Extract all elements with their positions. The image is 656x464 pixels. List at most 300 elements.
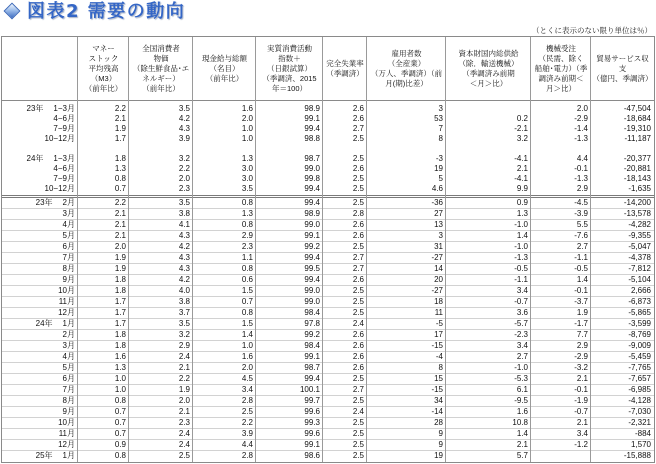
money-stock-cell: 0.8 [114,174,126,183]
employees-cell: -36 [431,198,443,207]
money-stock-cell: 1.9 [114,124,126,133]
consumption-index-cell: 99.0 [304,220,320,229]
table-row [2,198,654,209]
unemployment-rate-cell: 2.5 [352,451,364,460]
row-label [2,407,78,417]
table-row [2,418,654,429]
column-divider [445,37,446,462]
unemployment-rate-cell: 2.6 [352,114,364,123]
money-stock-cell: 1.8 [114,154,126,163]
table-row [2,429,654,440]
consumption-index-cell: 97.8 [304,319,320,328]
table-row [2,374,654,385]
table-row [2,184,654,194]
cpi-cell: 3.5 [178,198,190,207]
capital-goods-cell: 1.3 [516,209,528,218]
year-label: 23年 [26,104,44,113]
machinery-orders-cell: 5.5 [576,220,588,229]
period-label: 11月 [58,297,75,306]
unemployment-rate-cell: 2.6 [352,352,364,361]
employees-cell: 13 [434,220,443,229]
wages-cell: 3.5 [241,184,253,193]
unemployment-rate-cell: 2.5 [352,286,364,295]
money-stock-cell: 1.6 [114,352,126,361]
capital-goods-cell: 0.9 [516,198,528,207]
employees-cell: 4.6 [431,184,443,193]
table-header [2,37,654,101]
year-label: 25年 [35,451,53,460]
money-stock-cell: 1.9 [114,253,126,262]
money-stock-cell: 1.0 [114,374,126,383]
period-label: 6月 [62,242,75,251]
money-stock-cell: 0.7 [114,418,126,427]
unemployment-rate-cell: 2.5 [352,429,364,438]
monthly-section [2,195,654,462]
employees-cell: -4 [435,352,443,361]
employees-cell: 8 [438,134,443,143]
capital-goods-cell: 3.4 [516,341,528,350]
table-row [2,396,654,407]
unemployment-rate-cell: 2.5 [352,440,364,449]
capital-goods-cell: -4.1 [514,174,528,183]
money-stock-cell: 1.8 [114,275,126,284]
cpi-cell: 2.0 [178,396,190,405]
consumption-index-cell: 98.7 [304,363,320,372]
wages-cell: 3.4 [241,385,253,394]
row-label [2,275,78,285]
machinery-orders-cell: 2.1 [576,374,588,383]
trade-balance-cell: -3,599 [628,319,651,328]
row-label [2,352,78,362]
unemployment-rate-cell: 2.5 [352,396,364,405]
employees-cell: 17 [434,330,443,339]
year-label: 24年 [35,319,53,328]
cpi-cell: 4.0 [178,286,190,295]
money-stock-cell: 2.1 [114,220,126,229]
employees-cell: 31 [434,242,443,251]
cpi-cell: 2.4 [178,440,190,449]
column-divider [366,37,367,462]
period-label: 4−6月 [53,114,75,123]
cpi-cell: 2.5 [178,451,190,460]
column-divider [590,37,591,462]
row-label [2,385,78,395]
unemployment-rate-cell: 2.8 [352,209,364,218]
row-label [2,341,78,351]
employees-cell: -27 [431,286,443,295]
unemployment-rate-cell: 2.5 [352,174,364,183]
row-label [2,330,78,340]
column-divider [192,37,193,462]
row-label [2,429,78,439]
trade-balance-cell: -1,635 [628,184,651,193]
unemployment-rate-cell: 2.7 [352,124,364,133]
period-label: 6月 [62,374,75,383]
unemployment-rate-cell: 2.7 [352,385,364,394]
cpi-cell: 3.8 [178,297,190,306]
period-label: 12月 [58,308,75,317]
period-label: 10−12月 [44,184,75,193]
row-label [2,231,78,241]
wages-cell: 1.0 [241,134,253,143]
trade-balance-cell: -9,009 [628,341,651,350]
cpi-cell: 2.0 [178,174,190,183]
employees-cell: -5 [435,319,443,328]
period-label: 3月 [62,341,75,350]
period-label: 1月 [62,451,75,460]
employees-cell: -15 [431,341,443,350]
capital-goods-cell: -2.1 [514,124,528,133]
title-bar [0,0,656,24]
column-header-machinery-orders: 機械受注 （民需、除く 船舶･電力）（季 調済み前期＜ 月＞比） [534,43,588,93]
employees-cell: -15 [431,385,443,394]
money-stock-cell: 1.7 [114,319,126,328]
capital-goods-cell: 1.6 [516,407,528,416]
money-stock-cell: 2.1 [114,114,126,123]
row-label [2,440,78,450]
wages-cell: 0.8 [241,198,253,207]
capital-goods-cell: 3.6 [516,308,528,317]
column-divider [530,37,531,462]
column-header-capital-goods: 資本財国内総供給 （除．輸送機械） （季調済み前期 ＜月＞比） [458,48,519,88]
cpi-cell: 3.8 [178,209,190,218]
machinery-orders-cell: -0.7 [574,407,588,416]
machinery-orders-cell: -0.5 [574,264,588,273]
wages-cell: 2.3 [241,242,253,251]
money-stock-cell: 1.3 [114,363,126,372]
year-label: 23年 [35,198,53,207]
period-label: 10月 [58,418,75,427]
trade-balance-cell: -4,282 [628,220,651,229]
period-label: 4月 [62,220,75,229]
capital-goods-cell: -9.5 [514,396,528,405]
table-row [2,275,654,286]
cpi-cell: 4.3 [178,253,190,262]
employees-cell: 28 [434,418,443,427]
trade-balance-cell: -7,657 [628,374,651,383]
wages-cell: 1.6 [241,104,253,113]
capital-goods-cell: -1.0 [514,242,528,251]
trade-balance-cell: -9,355 [628,231,651,240]
unemployment-rate-cell: 2.6 [352,104,364,113]
consumption-index-cell: 99.4 [304,374,320,383]
machinery-orders-cell: 7.7 [576,330,588,339]
consumption-index-cell: 99.3 [304,418,320,427]
capital-goods-cell: 3.4 [516,286,528,295]
employees-cell: 19 [434,451,443,460]
consumption-index-cell: 98.4 [304,308,320,317]
wages-cell: 2.8 [241,396,253,405]
machinery-orders-cell: -1.1 [574,253,588,262]
capital-goods-cell: -4.1 [514,154,528,163]
trade-balance-cell: -20,377 [623,154,651,163]
capital-goods-cell: 0.2 [516,114,528,123]
row-label [2,184,78,194]
trade-balance-cell: -5,104 [628,275,651,284]
employees-cell: 19 [434,164,443,173]
table-row [2,154,654,164]
wages-cell: 0.6 [241,275,253,284]
table-row [2,253,654,264]
employees-cell: 27 [434,209,443,218]
trade-balance-cell: -20,881 [623,164,651,173]
consumption-index-cell: 99.8 [304,174,320,183]
table-row [2,341,654,352]
row-label [2,124,78,134]
machinery-orders-cell: 1.4 [576,275,588,284]
wages-cell: 1.0 [241,341,253,350]
consumption-index-cell: 100.1 [299,385,320,394]
demand-table [1,36,655,463]
unemployment-rate-cell: 2.7 [352,264,364,273]
table-row [2,286,654,297]
row-label [2,308,78,318]
wages-cell: 2.0 [241,363,253,372]
quarterly-section [2,101,654,195]
cpi-cell: 2.9 [178,341,190,350]
consumption-index-cell: 99.0 [304,286,320,295]
period-label: 7−9月 [53,124,75,133]
period-label: 11月 [58,429,75,438]
wages-cell: 2.8 [241,451,253,460]
unit-note: （とくに表示のない限り単位は％） [532,26,652,35]
consumption-index-cell: 99.1 [304,114,320,123]
consumption-index-cell: 99.6 [304,429,320,438]
diamond-icon [4,3,21,20]
table-row [2,164,654,174]
table-row [2,242,654,253]
wages-cell: 2.9 [241,231,253,240]
period-label: 1−3月 [53,154,75,163]
period-label: 4−6月 [53,164,75,173]
capital-goods-cell: -1.0 [514,220,528,229]
period-label: 8月 [62,396,75,405]
machinery-orders-cell: -1.3 [574,134,588,143]
column-header-consumption-index: 実質消費活動 指数＋ （日銀試算） （季調済、2015 年＝100） [262,43,317,93]
cpi-cell: 4.3 [178,124,190,133]
cpi-cell: 2.2 [178,164,190,173]
cpi-cell: 2.1 [178,407,190,416]
cpi-cell: 2.4 [178,352,190,361]
row-label [2,264,78,274]
machinery-orders-cell: 1.9 [576,308,588,317]
money-stock-cell: 2.0 [114,242,126,251]
row-label [2,154,78,164]
row-label [2,220,78,230]
cpi-cell: 2.3 [178,184,190,193]
trade-balance-cell: -14,200 [623,198,651,207]
money-stock-cell: 1.0 [114,385,126,394]
unemployment-rate-cell: 2.6 [352,220,364,229]
money-stock-cell: 1.7 [114,297,126,306]
row-label [2,396,78,406]
capital-goods-cell: 2.1 [516,440,528,449]
unemployment-rate-cell: 2.5 [352,184,364,193]
table-row [2,451,654,462]
cpi-cell: 2.2 [178,374,190,383]
unemployment-rate-cell: 2.7 [352,253,364,262]
column-divider [322,37,323,462]
cpi-cell: 3.5 [178,104,190,113]
table-row [2,114,654,124]
consumption-index-cell: 99.4 [304,275,320,284]
employees-cell: 3 [438,104,443,113]
money-stock-cell: 2.1 [114,231,126,240]
table-row [2,319,654,330]
employees-cell: 3 [438,231,443,240]
wages-cell: 2.5 [241,407,253,416]
table-row [2,264,654,275]
table-row [2,104,654,114]
consumption-index-cell: 99.0 [304,297,320,306]
employees-cell: 20 [434,275,443,284]
cpi-cell: 3.2 [178,330,190,339]
unemployment-rate-cell: 2.5 [352,308,364,317]
capital-goods-cell: -5.3 [514,374,528,383]
wages-cell: 1.3 [241,154,253,163]
row-label [2,418,78,428]
wages-cell: 1.1 [241,253,253,262]
capital-goods-cell: 3.2 [516,134,528,143]
money-stock-cell: 2.2 [114,198,126,207]
period-label: 7月 [62,385,75,394]
machinery-orders-cell: -1.9 [574,396,588,405]
period-label: 7月 [62,253,75,262]
trade-balance-cell: -47,504 [623,104,651,113]
row-label [2,242,78,252]
employees-cell: -14 [431,407,443,416]
cpi-cell: 4.3 [178,264,190,273]
column-divider [128,37,129,462]
money-stock-cell: 0.7 [114,407,126,416]
wages-cell: 3.0 [241,164,253,173]
cpi-cell: 2.3 [178,418,190,427]
period-label: 3月 [62,209,75,218]
wages-cell: 0.8 [241,308,253,317]
money-stock-cell: 1.7 [114,134,126,143]
trade-balance-cell: -884 [634,429,651,438]
trade-balance-cell: -18,684 [623,114,651,123]
table-row [2,385,654,396]
trade-balance-cell: -15,888 [623,451,651,460]
cpi-cell: 3.2 [178,154,190,163]
machinery-orders-cell: 2.0 [576,104,588,113]
capital-goods-cell: -1.0 [514,363,528,372]
machinery-orders-cell: 2.7 [576,242,588,251]
row-label [2,198,78,208]
table-row [2,124,654,134]
unemployment-rate-cell: 2.6 [352,164,364,173]
trade-balance-cell: -7,030 [628,407,651,416]
column-header-trade-balance: 貿易サービス収 支 （億円、季調済） [592,53,653,83]
employees-cell: 5 [438,174,443,183]
period-label: 4月 [62,352,75,361]
cpi-cell: 4.3 [178,231,190,240]
employees-cell: -27 [431,253,443,262]
capital-goods-cell: -5.7 [514,319,528,328]
table-row [2,407,654,418]
machinery-orders-cell: -3.9 [574,209,588,218]
year-label: 24年 [26,154,44,163]
wages-cell: 1.5 [241,319,253,328]
unemployment-rate-cell: 2.5 [352,297,364,306]
wages-cell: 3.9 [241,429,253,438]
employees-cell: -3 [435,154,443,163]
trade-balance-cell: -4,378 [628,253,651,262]
trade-balance-cell: 2,666 [630,286,651,295]
consumption-index-cell: 98.4 [304,341,320,350]
column-header-unemployment-rate: 完全失業率 （季調済） [326,58,364,78]
machinery-orders-cell: -1.4 [574,124,588,133]
money-stock-cell: 1.7 [114,308,126,317]
cpi-cell: 2.1 [178,363,190,372]
row-label [2,319,78,329]
table-row [2,440,654,451]
table-row [2,231,654,242]
consumption-index-cell: 99.2 [304,330,320,339]
capital-goods-cell: 10.8 [512,418,528,427]
capital-goods-cell: 1.4 [516,429,528,438]
column-header-employees: 雇用者数 （全産業） （万人、季調済）（前 月(期)比差） [370,48,443,88]
machinery-orders-cell: 3.4 [576,429,588,438]
capital-goods-cell: -0.7 [514,297,528,306]
employees-cell: 53 [434,114,443,123]
figure-title: 図表2 需要の動向 [27,1,186,22]
unemployment-rate-cell: 2.4 [352,407,364,416]
table-row [2,363,654,374]
employees-cell: 8 [438,363,443,372]
money-stock-cell: 1.8 [114,330,126,339]
period-label: 8月 [62,264,75,273]
capital-goods-cell: -2.3 [514,330,528,339]
trade-balance-cell: -5,047 [628,242,651,251]
table-row [2,174,654,184]
row-label [2,451,78,462]
consumption-index-cell: 99.1 [304,231,320,240]
wages-cell: 0.8 [241,264,253,273]
trade-balance-cell: -7,812 [628,264,651,273]
row-label [2,104,78,114]
wages-cell: 4.5 [241,374,253,383]
employees-cell: 18 [434,297,443,306]
wages-cell: 0.7 [241,297,253,306]
machinery-orders-cell [531,451,591,462]
consumption-index-cell: 98.9 [304,104,320,113]
table-row [2,297,654,308]
machinery-orders-cell: -2.9 [574,114,588,123]
capital-goods-cell: 1.4 [516,231,528,240]
table-row [2,134,654,144]
cpi-cell: 4.2 [178,114,190,123]
cpi-cell: 4.2 [178,242,190,251]
money-stock-cell: 2.2 [114,104,126,113]
period-label: 5月 [62,363,75,372]
machinery-orders-cell: -1.2 [574,440,588,449]
money-stock-cell: 1.8 [114,286,126,295]
machinery-orders-cell: -1.7 [574,319,588,328]
period-label: 7−9月 [53,174,75,183]
unemployment-rate-cell: 2.5 [352,154,364,163]
table-row [2,220,654,231]
employees-cell: 34 [434,396,443,405]
unemployment-rate-cell: 2.6 [352,231,364,240]
unemployment-rate-cell: 2.6 [352,341,364,350]
machinery-orders-cell: -0.1 [574,164,588,173]
capital-goods-cell: 2.7 [516,352,528,361]
row-label [2,174,78,184]
consumption-index-cell: 99.1 [304,440,320,449]
wages-cell: 4.4 [241,440,253,449]
